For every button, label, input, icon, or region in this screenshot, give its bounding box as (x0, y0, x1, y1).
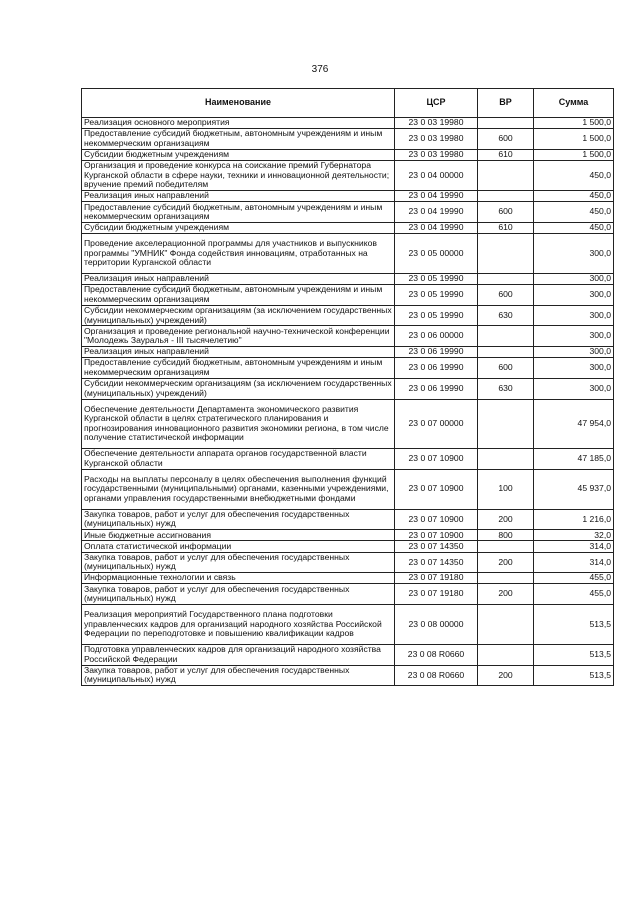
row-vr-cell (478, 160, 534, 190)
row-csr-cell: 23 0 04 19990 (395, 222, 478, 233)
row-sum-cell: 300,0 (534, 305, 614, 326)
table-row (82, 305, 614, 326)
row-csr-cell: 23 0 07 10900 (395, 509, 478, 530)
row-csr-cell: 23 0 06 00000 (395, 326, 478, 347)
page-number: 376 (311, 64, 329, 75)
header-vr: ВР (478, 89, 534, 118)
row-name-cell: Субсидии бюджетным учреждениям (82, 149, 395, 160)
row-vr-cell: 630 (478, 378, 534, 399)
row-name-cell: Субсидии некоммерческим организациям (за исключением государственных (муниципальных) учреждений) (82, 305, 395, 326)
table-header-row (82, 89, 614, 118)
row-sum-cell: 300,0 (534, 285, 614, 306)
table-row (82, 449, 614, 470)
row-name-cell: Предоставление субсидий бюджетным, автономным учреждениям и иным некоммерческим организациям (82, 129, 395, 150)
row-vr-cell: 200 (478, 584, 534, 605)
row-sum-cell: 513,5 (534, 604, 614, 644)
row-sum-cell: 513,5 (534, 644, 614, 665)
row-vr-cell: 200 (478, 665, 534, 686)
row-csr-cell: 23 0 08 R0660 (395, 644, 478, 665)
row-name-cell: Предоставление субсидий бюджетным, автономным учреждениям и иным некоммерческим организациям (82, 202, 395, 223)
row-sum-cell: 455,0 (534, 573, 614, 584)
row-vr-cell (478, 644, 534, 665)
row-name-cell: Субсидии некоммерческим организациям (за исключением государственных (муниципальных) учреждений) (82, 378, 395, 399)
row-sum-cell: 314,0 (534, 552, 614, 573)
row-vr-cell (478, 273, 534, 284)
row-name-cell: Субсидии бюджетным учреждениям (82, 222, 395, 233)
row-csr-cell: 23 0 05 19990 (395, 305, 478, 326)
row-name-cell: Предоставление субсидий бюджетным, автономным учреждениям и иным некоммерческим организациям (82, 285, 395, 306)
row-sum-cell: 45 937,0 (534, 469, 614, 509)
header-sum: Сумма (534, 89, 614, 118)
row-name-cell: Организация и проведение региональной научно-технической конференции "Молодежь Зауралья - III тысячелетию" (82, 326, 395, 347)
row-csr-cell: 23 0 07 19180 (395, 584, 478, 605)
row-sum-cell: 32,0 (534, 530, 614, 541)
header-name: Наименование (82, 89, 395, 118)
row-vr-cell: 100 (478, 469, 534, 509)
row-vr-cell: 800 (478, 530, 534, 541)
row-csr-cell: 23 0 03 19980 (395, 129, 478, 150)
row-sum-cell: 300,0 (534, 378, 614, 399)
row-vr-cell: 200 (478, 552, 534, 573)
row-sum-cell: 450,0 (534, 202, 614, 223)
row-csr-cell: 23 0 06 19990 (395, 358, 478, 379)
table-row (82, 160, 614, 190)
table-row (82, 326, 614, 347)
row-sum-cell: 450,0 (534, 160, 614, 190)
table-row (82, 530, 614, 541)
row-sum-cell: 450,0 (534, 222, 614, 233)
row-vr-cell: 600 (478, 202, 534, 223)
table-row (82, 552, 614, 573)
row-vr-cell (478, 573, 534, 584)
row-vr-cell (478, 347, 534, 358)
row-csr-cell: 23 0 06 19990 (395, 378, 478, 399)
row-sum-cell: 513,5 (534, 665, 614, 686)
row-name-cell: Реализация иных направлений (82, 273, 395, 284)
row-csr-cell: 23 0 08 R0660 (395, 665, 478, 686)
row-vr-cell (478, 604, 534, 644)
row-csr-cell: 23 0 06 19990 (395, 347, 478, 358)
row-name-cell: Реализация мероприятий Государственного плана подготовки управленческих кадров для организаций народного хозяйства Российской Федерации по переподготовке и повышению квалификации кадров (82, 604, 395, 644)
row-name-cell: Подготовка управленческих кадров для организаций народного хозяйства Российской Федерации (82, 644, 395, 665)
table-row (82, 149, 614, 160)
row-csr-cell: 23 0 05 19990 (395, 273, 478, 284)
row-sum-cell: 300,0 (534, 347, 614, 358)
row-name-cell: Расходы на выплаты персоналу в целях обеспечения выполнения функций государственными (муниципальными) органами, казенными учреждениями, органами управления государственными внебюджетными фондами (82, 469, 395, 509)
row-name-cell: Обеспечение деятельности Департамента экономического развития Курганской области в целях стратегического планирования и прогнозирования инновационного развития экономики региона, в том числе получение статистической информации (82, 399, 395, 449)
row-name-cell: Информационные технологии и связь (82, 573, 395, 584)
table-row (82, 191, 614, 202)
row-vr-cell (478, 234, 534, 274)
row-name-cell: Обеспечение деятельности аппарата органов государственной власти Курганской области (82, 449, 395, 470)
table-body (82, 118, 614, 686)
header-csr: ЦСР (395, 89, 478, 118)
table-row (82, 347, 614, 358)
row-csr-cell: 23 0 04 19990 (395, 202, 478, 223)
row-sum-cell: 314,0 (534, 541, 614, 552)
row-sum-cell: 300,0 (534, 234, 614, 274)
row-sum-cell: 455,0 (534, 584, 614, 605)
table-row (82, 509, 614, 530)
row-vr-cell (478, 118, 534, 129)
row-csr-cell: 23 0 05 00000 (395, 234, 478, 274)
table-row (82, 584, 614, 605)
row-csr-cell: 23 0 07 14350 (395, 552, 478, 573)
row-vr-cell (478, 399, 534, 449)
row-name-cell: Закупка товаров, работ и услуг для обеспечения государственных (муниципальных) нужд (82, 552, 395, 573)
row-vr-cell (478, 326, 534, 347)
table-row (82, 469, 614, 509)
row-sum-cell: 47 954,0 (534, 399, 614, 449)
row-name-cell: Реализация иных направлений (82, 347, 395, 358)
table-row (82, 129, 614, 150)
row-name-cell: Организация и проведение конкурса на соискание премий Губернатора Курганской области в сфере науки, техники и инновационной деятельности; вручение премий победителям (82, 160, 395, 190)
row-csr-cell: 23 0 07 10900 (395, 469, 478, 509)
budget-table (81, 88, 614, 686)
row-csr-cell: 23 0 05 19990 (395, 285, 478, 306)
row-vr-cell: 200 (478, 509, 534, 530)
row-vr-cell: 600 (478, 285, 534, 306)
row-csr-cell: 23 0 07 19180 (395, 573, 478, 584)
row-sum-cell: 300,0 (534, 273, 614, 284)
row-sum-cell: 450,0 (534, 191, 614, 202)
row-csr-cell: 23 0 03 19980 (395, 149, 478, 160)
row-vr-cell (478, 541, 534, 552)
row-sum-cell: 300,0 (534, 326, 614, 347)
row-sum-cell: 1 216,0 (534, 509, 614, 530)
table-row (82, 118, 614, 129)
row-name-cell: Закупка товаров, работ и услуг для обеспечения государственных (муниципальных) нужд (82, 665, 395, 686)
row-name-cell: Реализация иных направлений (82, 191, 395, 202)
row-vr-cell: 610 (478, 149, 534, 160)
table-row (82, 285, 614, 306)
row-csr-cell: 23 0 07 14350 (395, 541, 478, 552)
row-csr-cell: 23 0 07 10900 (395, 530, 478, 541)
table-row (82, 665, 614, 686)
table-row (82, 541, 614, 552)
table-row (82, 378, 614, 399)
table-row (82, 273, 614, 284)
row-sum-cell: 47 185,0 (534, 449, 614, 470)
table-row (82, 644, 614, 665)
table-row (82, 222, 614, 233)
row-name-cell: Закупка товаров, работ и услуг для обеспечения государственных (муниципальных) нужд (82, 584, 395, 605)
table-row (82, 604, 614, 644)
table-row (82, 358, 614, 379)
row-sum-cell: 300,0 (534, 358, 614, 379)
row-vr-cell: 600 (478, 129, 534, 150)
row-csr-cell: 23 0 03 19980 (395, 118, 478, 129)
table-row (82, 399, 614, 449)
table-row (82, 202, 614, 223)
row-vr-cell: 630 (478, 305, 534, 326)
row-name-cell: Предоставление субсидий бюджетным, автономным учреждениям и иным некоммерческим организациям (82, 358, 395, 379)
row-csr-cell: 23 0 07 00000 (395, 399, 478, 449)
row-name-cell: Проведение акселерационной программы для участников и выпускников программы "УМНИК" Фонда содействия инновациям, отработанных на территории Курганской области (82, 234, 395, 274)
row-csr-cell: 23 0 04 19990 (395, 191, 478, 202)
row-sum-cell: 1 500,0 (534, 118, 614, 129)
row-vr-cell: 610 (478, 222, 534, 233)
row-csr-cell: 23 0 04 00000 (395, 160, 478, 190)
table-row (82, 234, 614, 274)
row-sum-cell: 1 500,0 (534, 129, 614, 150)
table-row (82, 573, 614, 584)
row-csr-cell: 23 0 08 00000 (395, 604, 478, 644)
row-name-cell: Оплата статистической информации (82, 541, 395, 552)
row-vr-cell (478, 449, 534, 470)
row-name-cell: Иные бюджетные ассигнования (82, 530, 395, 541)
row-sum-cell: 1 500,0 (534, 149, 614, 160)
row-name-cell: Закупка товаров, работ и услуг для обеспечения государственных (муниципальных) нужд (82, 509, 395, 530)
row-vr-cell: 600 (478, 358, 534, 379)
row-csr-cell: 23 0 07 10900 (395, 449, 478, 470)
row-name-cell: Реализация основного мероприятия (82, 118, 395, 129)
row-vr-cell (478, 191, 534, 202)
